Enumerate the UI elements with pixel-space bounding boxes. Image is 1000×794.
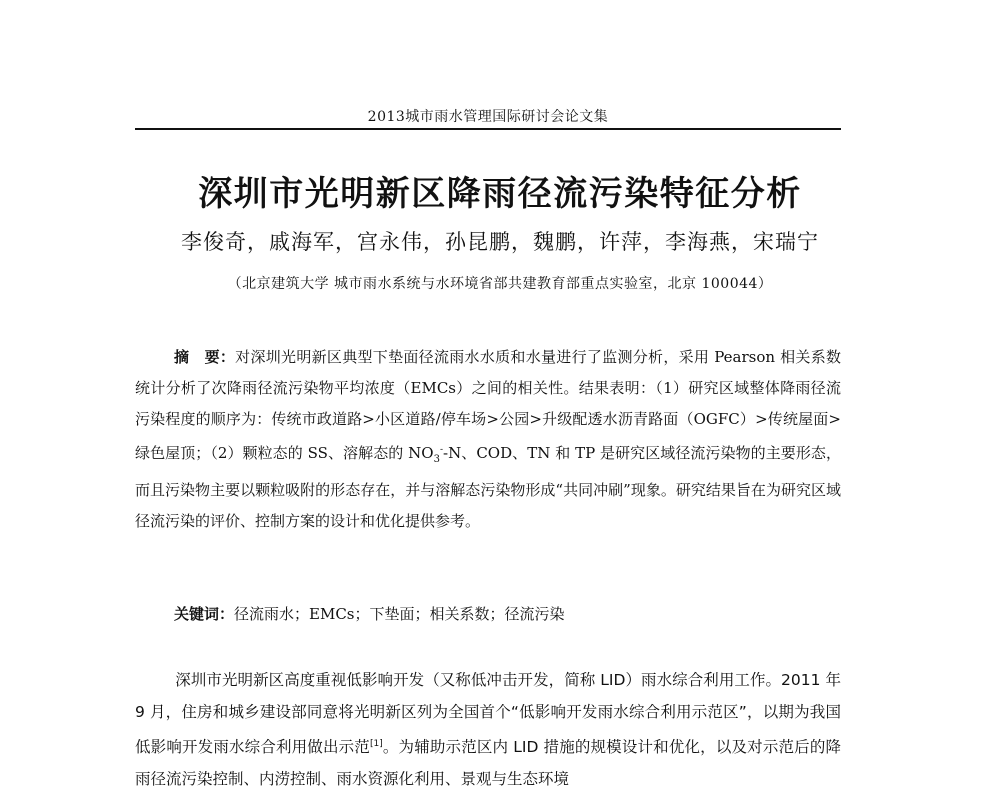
header-rule xyxy=(135,128,841,130)
body-text-part1: 深圳市光明新区高度重视低影响开发（又称低冲击开发，简称 LID）雨水综合利用工作。2011 年 9 月，住房和城乡建设部同意将光明新区列为全国首个“低影响开发雨水综合利用示范区”，以期为我国低影响开发雨水综合利用做出示范 xyxy=(135,671,841,757)
affiliation: （北京建筑大学 城市雨水系统与水环境省部共建教育部重点实验室，北京 100044） xyxy=(227,276,773,292)
author-list: 李俊奇，戚海军，宫永伟，孙昆鹏，魏鹏，许萍，李海燕，宋瑞宁 xyxy=(181,230,819,254)
abstract-superscript: - xyxy=(439,445,443,455)
running-head: 2013城市雨水管理国际研讨会论文集 xyxy=(367,109,609,125)
body-text-part2: 。为辅助示范区内 LID 措施的规模设计和优化，以及对示范后的降雨径流污染控制、内涝控制、雨水资源化利用、景观与生态环境 xyxy=(135,738,841,789)
abstract-text-part2: -N、COD、TN 和 TP 是研究区域径流污染物的主要形态，而且污染物主要以颗粒吸附的形态存在，并与溶解态污染物形成“共同冲刷”现象。研究结果旨在为研究区域径流污染的评价、控制方案的设计和优化提供参考。 xyxy=(135,444,841,530)
body-paragraph xyxy=(135,664,841,794)
keywords-label: 关键词： xyxy=(174,605,235,623)
paper-title: 深圳市光明新区降雨径流污染特征分析 xyxy=(198,174,802,214)
abstract-subscript: 3 xyxy=(433,454,440,465)
keywords-line xyxy=(135,599,841,630)
abstract-text-part1: 对深圳光明新区典型下垫面径流雨水水质和水量进行了监测分析，采用 Pearson 相关系数统计分析了次降雨径流污染物平均浓度（EMCs）之间的相关性。结果表明：（1）研究区域整体降雨径流污染程度的顺序为：传统市政道路>小区道路/停车场>公园>升级配透水沥青路面（OGFC）>传统屋面>绿色屋顶；（2）颗粒态的 SS、溶解态的 NO xyxy=(135,348,841,462)
keywords-text: 径流雨水；EMCs；下垫面；相关系数；径流污染 xyxy=(234,605,565,623)
abstract-label: 摘 要： xyxy=(174,348,236,366)
abstract-paragraph xyxy=(135,342,841,537)
citation-ref: [1] xyxy=(369,739,383,749)
